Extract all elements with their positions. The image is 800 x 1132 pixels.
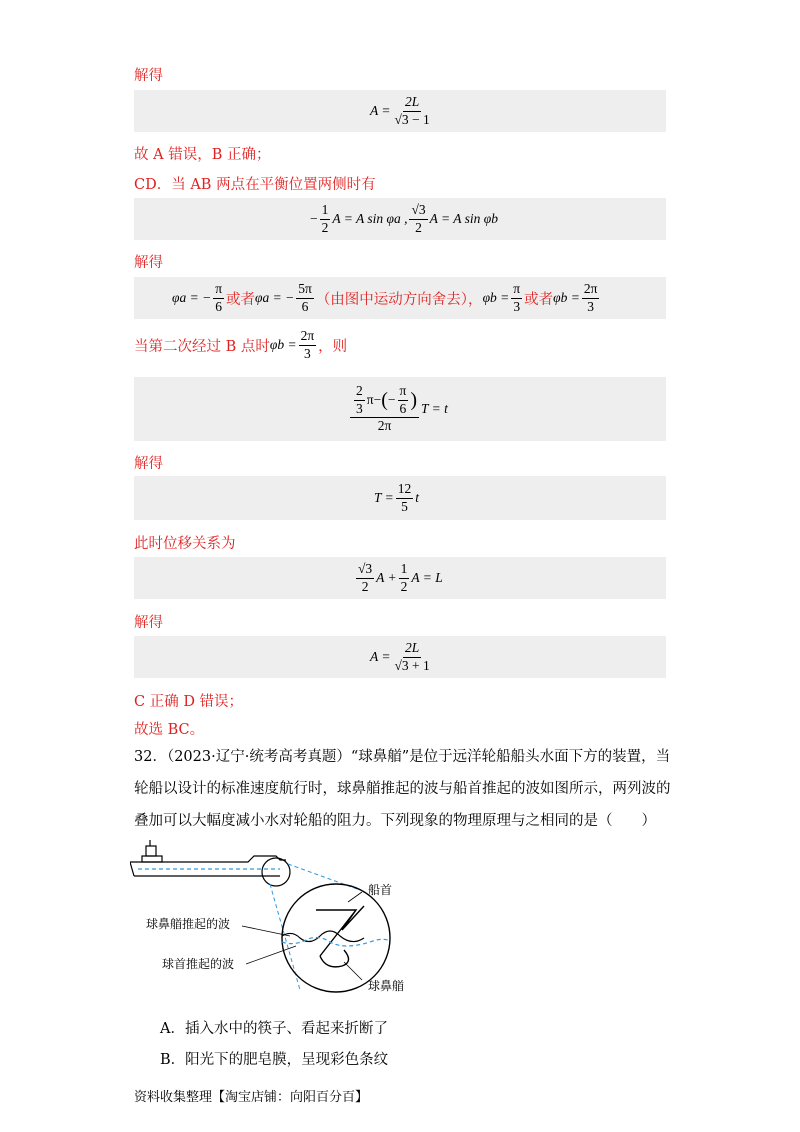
eq2-frac1-den: 2 [321, 219, 329, 235]
eq4-frac-pi6 [398, 384, 409, 417]
bow-shape [316, 906, 364, 956]
eq3-f3-den: 3 [513, 298, 521, 314]
eq7-fraction [393, 641, 432, 674]
text-cd-intro: CD．当 AB 两点在平衡位置两侧时有 [134, 177, 376, 193]
eq7-den: √3 + 1 [394, 657, 430, 673]
eq4-num: $\frac{2}{3}$ π − ( − $\frac{\pi}{6}$ ) [350, 384, 419, 419]
eq4-f2-num: π [398, 384, 409, 401]
equation-1 [370, 92, 434, 130]
eq5-lhs: T = [374, 490, 394, 505]
eq2-frac1-num: 1 [320, 203, 331, 220]
eq3-f1-den: 6 [215, 298, 222, 314]
eq3-frac-2pi3 [582, 282, 600, 315]
dang-frac-den: 3 [304, 345, 311, 361]
eq3-phi-a: φa = − [172, 290, 212, 305]
eq6-part2: A = L [411, 570, 443, 585]
eq1-lhs: A = [370, 103, 391, 118]
eq3-phi-a2: φa = − [255, 290, 295, 305]
text-jiede-2: 解得 [134, 255, 163, 271]
eq4-frac-2-3 [354, 384, 365, 417]
eq2-part1: A = A sin φa , [332, 211, 408, 226]
option-b: B．阳光下的肥皂膜，呈现彩色条纹 [160, 1052, 389, 1068]
eq2-frac2-num: √3 [409, 203, 427, 220]
equation-7 [370, 638, 434, 676]
text-ze: ，则 [318, 338, 348, 355]
eq1-den: √3 − 1 [394, 111, 430, 127]
text-jiede-3: 解得 [134, 456, 163, 472]
equation-box-4 [134, 377, 666, 441]
equation-3 [172, 279, 601, 317]
text-c-right: C 正确 D 错误； [134, 694, 244, 710]
eq5-den: 5 [401, 498, 408, 514]
eq3-f1-num: π [213, 282, 224, 299]
bow-wave [282, 937, 388, 946]
ship-superstructure [142, 840, 162, 862]
label-bulb: 球鼻艏 [368, 979, 405, 993]
eq6-f1-den: 2 [361, 578, 369, 594]
ship-wave-figure [130, 838, 430, 1006]
question-line-2: 轮船以设计的标准速度航行时，球鼻艏推起的波与船首推起的波如图所示，两列波的 [134, 781, 671, 797]
eq6-frac-sqrt3 [356, 562, 374, 595]
eq6-part1: A + [376, 570, 397, 585]
footer-text: 资料收集整理【淘宝店铺：向阳百分百】 [134, 1090, 369, 1105]
eq3-phi-b2: φb = [553, 290, 580, 305]
text-dang: 当第二次经过 B 点时 [134, 338, 270, 355]
eq3-frac-pi6 [213, 282, 224, 315]
eq6-f2-den: 2 [400, 578, 408, 594]
eq4-pi: π [366, 391, 374, 407]
eq3-phi-b: φb = [482, 290, 510, 305]
leader-bow-wave [246, 946, 296, 964]
equation-box-1 [134, 90, 666, 132]
eq3-f4-num: 2π [582, 282, 600, 299]
eq5-t: t [415, 490, 420, 505]
eq5-frac [396, 482, 414, 515]
eq6-f2-num: 1 [399, 562, 410, 579]
equation-box-6 [134, 557, 666, 599]
equation-4 [348, 379, 448, 439]
text-jiede-4: 解得 [134, 615, 163, 631]
eq2-frac2-den: 2 [415, 219, 422, 235]
eq3-frac-5pi6 [296, 282, 314, 315]
eq3-or-1: 或者 [226, 291, 256, 308]
eq2-frac-half [320, 203, 331, 236]
label-bow-wave: 球首推起的波 [162, 957, 235, 971]
bulb-wave [282, 931, 364, 942]
eq4-big-frac [350, 384, 419, 435]
equation-box-5 [134, 476, 666, 520]
eq2-frac-sqrt3 [409, 203, 427, 236]
eq4-f2-den: 6 [399, 400, 407, 416]
text-dang-line [134, 329, 347, 362]
eq3-frac-pi3 [511, 282, 522, 315]
eq4-f1-num: 2 [354, 384, 365, 401]
equation-6 [354, 559, 443, 597]
leader-bow [348, 892, 362, 902]
dang-phib [270, 329, 318, 362]
text-guxuan: 故选 BC。 [134, 722, 205, 738]
equation-5 [374, 478, 419, 518]
bulb-shape [320, 950, 349, 967]
text-jiede-1: 解得 [134, 68, 163, 84]
equation-box-2 [134, 198, 666, 240]
eq4-f1-den: 3 [356, 400, 363, 416]
eq1-fraction [393, 95, 432, 128]
text-gu-ab: 故 A 错误，B 正确； [134, 147, 271, 163]
label-bulb-wave: 球鼻艏推起的波 [146, 917, 231, 931]
label-bow: 船首 [368, 883, 393, 897]
eq3-or-2: 或者 [524, 291, 554, 308]
eq6-frac-half [399, 562, 410, 595]
leader-bulb [344, 962, 362, 980]
eq4-minus: − [373, 391, 382, 407]
equation-box-7 [134, 636, 666, 678]
eq3-f2-den: 6 [301, 298, 309, 314]
equation-box-3 [134, 277, 666, 319]
eq2-minus: − [310, 211, 318, 226]
eq7-lhs: A = [370, 649, 391, 664]
eq7-num: 2L [403, 641, 421, 658]
eq1-num: 2L [403, 95, 421, 112]
eq6-f1-num: √3 [356, 562, 374, 579]
option-a: A．插入水中的筷子、看起来折断了 [160, 1021, 388, 1037]
zoom-circle [282, 883, 393, 992]
eq4-minus-2: − [387, 391, 396, 407]
question-line-3: 叠加可以大幅度减小水对轮船的阻力。下列现象的物理原理与之相同的是（ ） [134, 813, 656, 829]
eq3-f3-num: π [511, 282, 522, 299]
eq3-f4-den: 3 [587, 298, 594, 314]
dang-frac-num: 2π [299, 329, 317, 346]
eq5-num: 12 [396, 482, 414, 499]
dang-phib-lhs: φb = [269, 337, 297, 353]
eq3-note: （由图中运动方向舍去）， [315, 291, 483, 308]
equation-2 [310, 200, 498, 238]
eq3-f2-num: 5π [296, 282, 314, 299]
question-line-1: 32．（2023·辽宁·统考高考真题）“球鼻艏”是位于远洋轮船船头水面下方的装置，当 [134, 749, 671, 765]
eq2-part2: A = A sin φb [429, 211, 498, 226]
bow-small-circle [262, 858, 290, 886]
eq4-rhs: T = t [421, 401, 448, 416]
dang-frac [299, 329, 317, 362]
eq4-den: 2π [377, 418, 392, 434]
text-cishi: 此时位移关系为 [134, 536, 236, 552]
